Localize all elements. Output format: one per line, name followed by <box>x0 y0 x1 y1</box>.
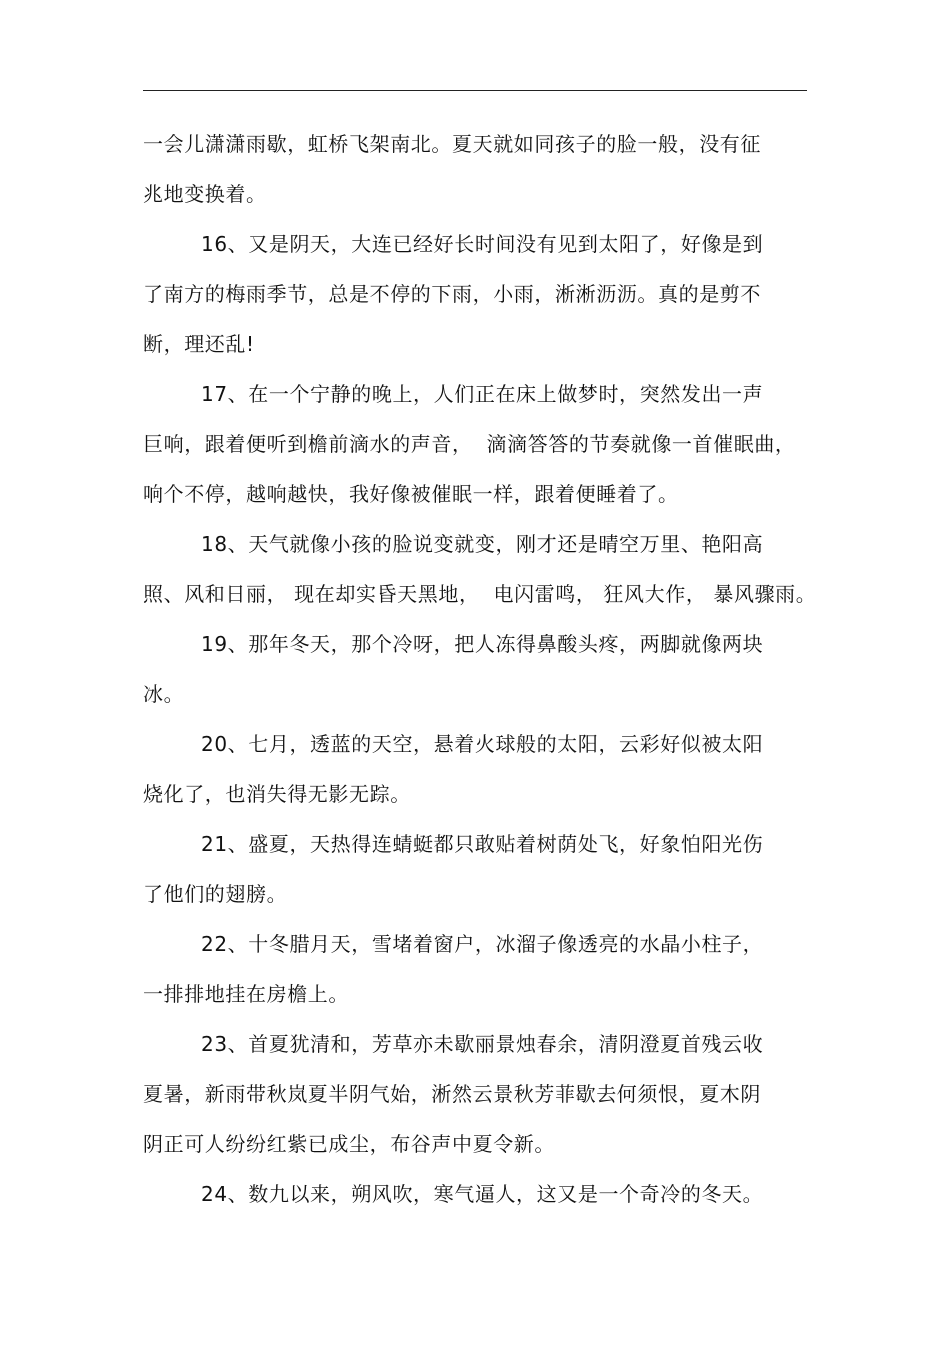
paragraph-17-start: 17、在一个宁静的晚上，人们正在床上做梦时，突然发出一声 <box>201 382 764 406</box>
text-line: 了南方的梅雨季节，总是不停的下雨，小雨，淅淅沥沥。真的是剪不 <box>143 282 761 306</box>
text-line: 冰。 <box>143 682 185 706</box>
paragraph-24-start: 24、数九以来，朔风吹，寒气逼人，这又是一个奇冷的冬天。 <box>201 1182 764 1206</box>
text-line: 一排排地挂在房檐上。 <box>143 982 349 1006</box>
text-line: 照、风和日丽， 现在却实昏天黑地， 电闪雷鸣， 狂风大作， 暴风骤雨。 <box>143 582 817 606</box>
paragraph-20-start: 20、七月，透蓝的天空，悬着火球般的太阳，云彩好似被太阳 <box>201 732 764 756</box>
text-line: 夏暑，新雨带秋岚夏半阴气始，淅然云景秋芳菲歇去何须恨，夏木阴 <box>143 1082 761 1106</box>
text-line: 烧化了，也消失得无影无踪。 <box>143 782 411 806</box>
text-line: 一会儿潇潇雨歇，虹桥飞架南北。夏天就如同孩子的脸一般，没有征 <box>143 132 761 156</box>
paragraph-23-start: 23、首夏犹清和，芳草亦未歇丽景烛春余，清阴澄夏首残云收 <box>201 1032 764 1056</box>
text-line: 了他们的翅膀。 <box>143 882 288 906</box>
paragraph-16-start: 16、又是阴天，大连已经好长时间没有见到太阳了，好像是到 <box>201 232 764 256</box>
text-line: 兆地变换着。 <box>143 182 267 206</box>
paragraph-19-start: 19、那年冬天，那个冷呀，把人冻得鼻酸头疼，两脚就像两块 <box>201 632 764 656</box>
header-rule <box>143 90 807 91</box>
paragraph-22-start: 22、十冬腊月天，雪堵着窗户，冰溜子像透亮的水晶小柱子， <box>201 932 764 956</box>
text-line: 断，理还乱! <box>143 332 255 356</box>
paragraph-18-start: 18、天气就像小孩的脸说变就变，刚才还是晴空万里、艳阳高 <box>201 532 764 556</box>
paragraph-21-start: 21、盛夏，天热得连蜻蜓都只敢贴着树荫处飞，好象怕阳光伤 <box>201 832 764 856</box>
text-line: 阴正可人纷纷红紫已成尘，布谷声中夏令新。 <box>143 1132 555 1156</box>
text-line: 响个不停，越响越快，我好像被催眠一样，跟着便睡着了。 <box>143 482 679 506</box>
text-line: 巨响，跟着便听到檐前滴水的声音， 滴滴答答的节奏就像一首催眠曲， <box>143 432 796 456</box>
